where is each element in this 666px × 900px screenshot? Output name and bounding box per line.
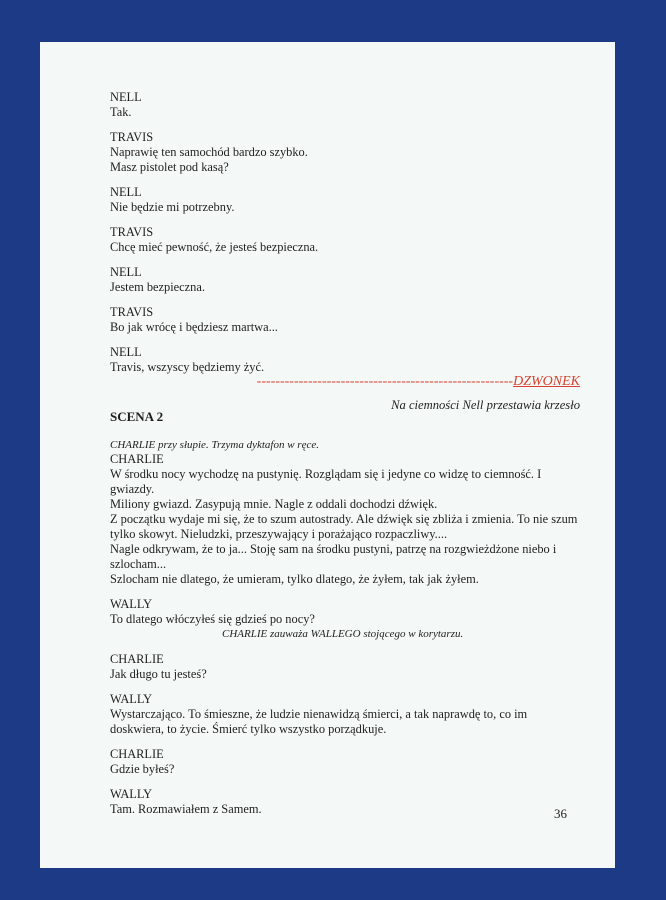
dialogue-line: Tak. [110, 105, 132, 119]
cue-label: DZWONEK [513, 374, 580, 389]
sound-cue [110, 374, 580, 390]
dialogue-line: Travis, wszyscy będziemy żyć. [110, 360, 265, 374]
dialogue-line: Wystarczająco. To śmieszne, że ludzie nienawidzą śmierci, a tak naprawdę to, co im doskwiera, to życie. Śmierć tylko wszystko porządkuje. [110, 707, 528, 736]
speaker-name: NELL [110, 345, 142, 359]
dialogue-line: Tam. Rozmawiałem z Samem. [110, 802, 262, 816]
dialogue-line: Naprawię ten samochód bardzo szybko. [110, 145, 308, 159]
dialogue-line: Z początku wydaje mi się, że to szum autostrady. Ale dźwięk się zbliża i zmienia. To nie szum tylko skowyt. Nieludzki, przeszywający i porażająco rozpaczliwy.... [110, 512, 578, 541]
dialogue-block [110, 652, 580, 682]
speaker-name: CHARLIE [110, 452, 164, 466]
dialogue-line: Jak długo tu jesteś? [110, 667, 207, 681]
dialogue-block [110, 305, 580, 335]
dialogue-line: Jestem bezpieczna. [110, 280, 205, 294]
speaker-name: WALLY [110, 597, 153, 611]
speaker-name: TRAVIS [110, 225, 154, 239]
cue-dashes: ------------------------------------------------------- [256, 374, 514, 389]
dialogue-block [110, 265, 580, 295]
dialogue-line: Gdzie byłeś? [110, 762, 175, 776]
dialogue-block [110, 345, 580, 375]
stage-direction: Na ciemności Nell przestawia krzesło [391, 398, 580, 412]
scene-title: SCENA 2 [110, 409, 164, 424]
script-content [110, 90, 580, 827]
dialogue-block [110, 692, 580, 737]
dialogue-block [110, 90, 580, 120]
dialogue-line: To dlatego włóczyłeś się gdzieś po nocy? [110, 612, 315, 626]
stage-direction: CHARLIE zauważa WALLEGO stojącego w korytarzu. [222, 628, 464, 640]
speaker-name: NELL [110, 90, 142, 104]
dialogue-line: Miliony gwiazd. Zasypują mnie. Nagle z oddali dochodzi dźwięk. [110, 497, 438, 511]
stage-direction: CHARLIE przy słupie. Trzyma dyktafon w ręce. [110, 439, 319, 451]
page-number: 36 [554, 806, 567, 821]
dialogue-line: Nagle odkrywam, że to ja... Stoję sam na środku pustyni, patrzę na rozgwieżdżone niebo i szlocham... [110, 542, 557, 571]
dialogue-line: Chcę mieć pewność, że jesteś bezpieczna. [110, 240, 319, 254]
speaker-name: CHARLIE [110, 652, 164, 666]
dialogue-block [110, 787, 580, 817]
dialogue-block [110, 452, 580, 587]
dialogue-block [110, 130, 580, 175]
speaker-name: NELL [110, 265, 142, 279]
speaker-name: CHARLIE [110, 747, 164, 761]
speaker-name: WALLY [110, 692, 153, 706]
speaker-name: TRAVIS [110, 130, 154, 144]
speaker-name: TRAVIS [110, 305, 154, 319]
dialogue-line: Bo jak wrócę i będziesz martwa... [110, 320, 278, 334]
dialogue-block [110, 225, 580, 255]
speaker-name: WALLY [110, 787, 153, 801]
dialogue-block [110, 747, 580, 777]
script-page [40, 42, 615, 868]
dialogue-line: Szlocham nie dlatego, że umieram, tylko dlatego, że żyłem, tak jak żyłem. [110, 572, 479, 586]
dialogue-line: Masz pistolet pod kasą? [110, 160, 229, 174]
dialogue-line: W środku nocy wychodzę na pustynię. Rozglądam się i jedyne co widzę to ciemność. I gwiazdy. [110, 467, 542, 496]
dialogue-block [110, 597, 580, 642]
dialogue-line: Nie będzie mi potrzebny. [110, 200, 235, 214]
speaker-name: NELL [110, 185, 142, 199]
dialogue-block [110, 185, 580, 215]
scene-header [110, 398, 580, 424]
